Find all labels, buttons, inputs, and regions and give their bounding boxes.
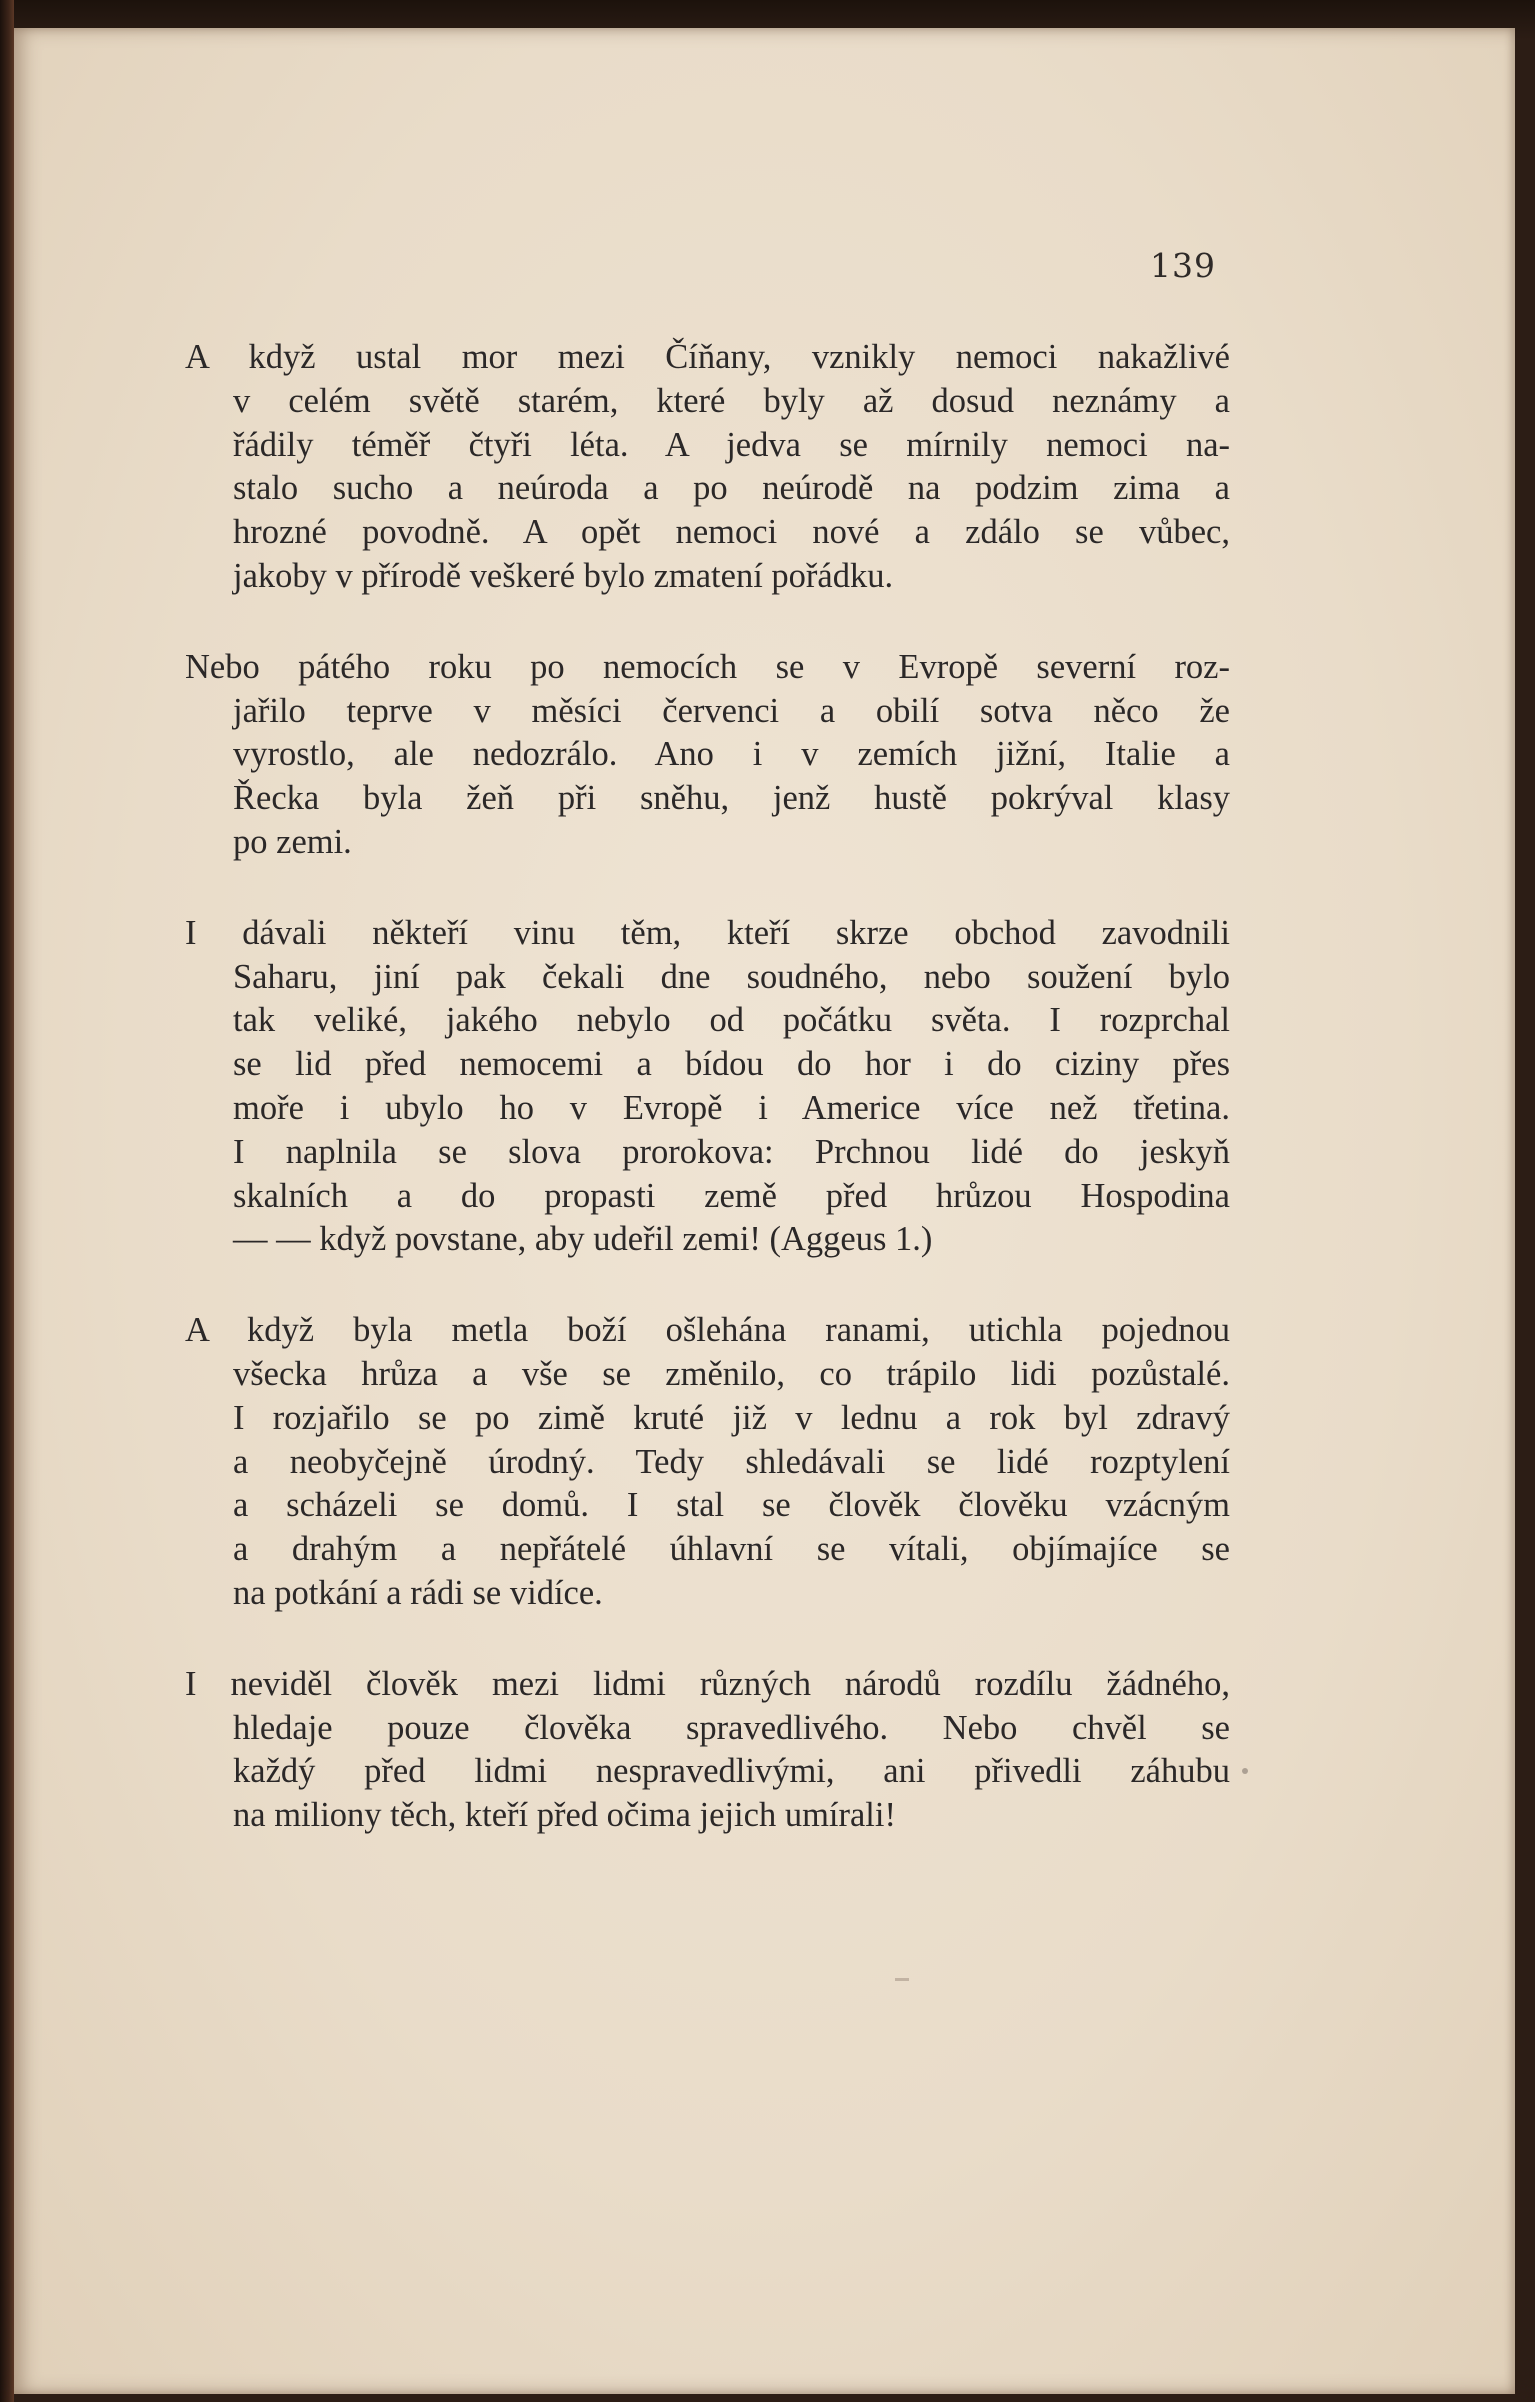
text-line: — — když povstane, aby udeřil zemi! (Aggeus 1.) <box>233 1220 933 1259</box>
book-page <box>10 28 1515 2394</box>
text-line: na potkání a rádi se vidíce. <box>233 1573 603 1612</box>
text-line: a scházeli se domů. I stal se člověk člověku vzácným <box>233 1486 1230 1525</box>
paragraph-4 <box>185 1309 1230 1616</box>
text-line: I neviděl člověk mezi lidmi různých národů rozdílu žádného, <box>185 1664 1230 1703</box>
text-line: a drahým a nepřátelé úhlavní se vítali, objímajíce se <box>233 1530 1230 1569</box>
text-line: jakoby v přírodě veškeré bylo zmatení pořádku. <box>233 556 894 595</box>
page-number: 139 <box>1150 246 1216 285</box>
paragraph-3 <box>185 912 1230 1262</box>
paragraph-2 <box>185 646 1230 865</box>
text-line: Řecka byla žeň při sněhu, jenž hustě pokrýval klasy <box>233 779 1230 818</box>
binding-edge <box>0 0 14 2402</box>
text-line: A když byla metla boží ošlehána ranami, utichla pojednou <box>185 1311 1230 1350</box>
text-line: a neobyčejně úrodný. Tedy shledávali se lidé rozptylení <box>233 1442 1230 1481</box>
text-line: na miliony těch, kteří před očima jejich umírali! <box>233 1796 896 1835</box>
text-line: se lid před nemocemi a bídou do hor i do ciziny přes <box>233 1045 1230 1084</box>
text-line: Saharu, jiní pak čekali dne soudného, nebo soužení bylo <box>233 957 1230 996</box>
text-line: každý před lidmi nespravedlivými, ani přivedli záhubu <box>233 1752 1230 1791</box>
text-line: A když ustal mor mezi Číňany, vznikly nemoci nakažlivé <box>185 338 1230 376</box>
text-line: jařilo teprve v měsíci červenci a obilí sotva něco že <box>233 691 1230 730</box>
text-line: všecka hrůza a vše se změnilo, co trápilo lidi pozůstalé. <box>233 1354 1230 1393</box>
text-line: řádily téměř čtyři léta. A jedva se mírnily nemoci na- <box>233 425 1230 464</box>
paragraph-1 <box>185 336 1230 599</box>
paper-smudge <box>1242 1768 1248 1774</box>
text-line: I naplnila se slova prorokova: Prchnou lidé do jeskyň <box>233 1132 1230 1171</box>
text-line: Nebo pátého roku po nemocích se v Evropě severní roz- <box>185 647 1230 686</box>
text-line: I rozjařilo se po zimě kruté již v lednu a rok byl zdravý <box>233 1398 1230 1437</box>
text-line: tak veliké, jakého nebylo od počátku světa. I rozprchal <box>233 1001 1230 1040</box>
paper-speck <box>895 1978 909 1981</box>
text-line: hledaje pouze člověka spravedlivého. Nebo chvěl se <box>233 1708 1230 1747</box>
text-line: vyrostlo, ale nedozrálo. Ano i v zemích jižní, Italie a <box>233 735 1230 774</box>
text-line: v celém světě starém, které byly až dosud neznámy a <box>233 381 1230 420</box>
text-line: skalních a do propasti země před hrůzou Hospodina <box>233 1176 1230 1215</box>
text-line: hrozné povodně. A opět nemoci nové a zdálo se vůbec, <box>233 513 1230 552</box>
paragraph-5 <box>185 1663 1230 1838</box>
text-line: moře i ubylo ho v Evropě i Americe více než třetina. <box>233 1088 1230 1127</box>
text-line: stalo sucho a neúroda a po neúrodě na podzim zima a <box>233 469 1230 508</box>
text-line: I dávali někteří vinu těm, kteří skrze obchod zavodnili <box>185 913 1230 952</box>
body-text <box>185 336 1230 1885</box>
text-line: po zemi. <box>233 822 352 861</box>
